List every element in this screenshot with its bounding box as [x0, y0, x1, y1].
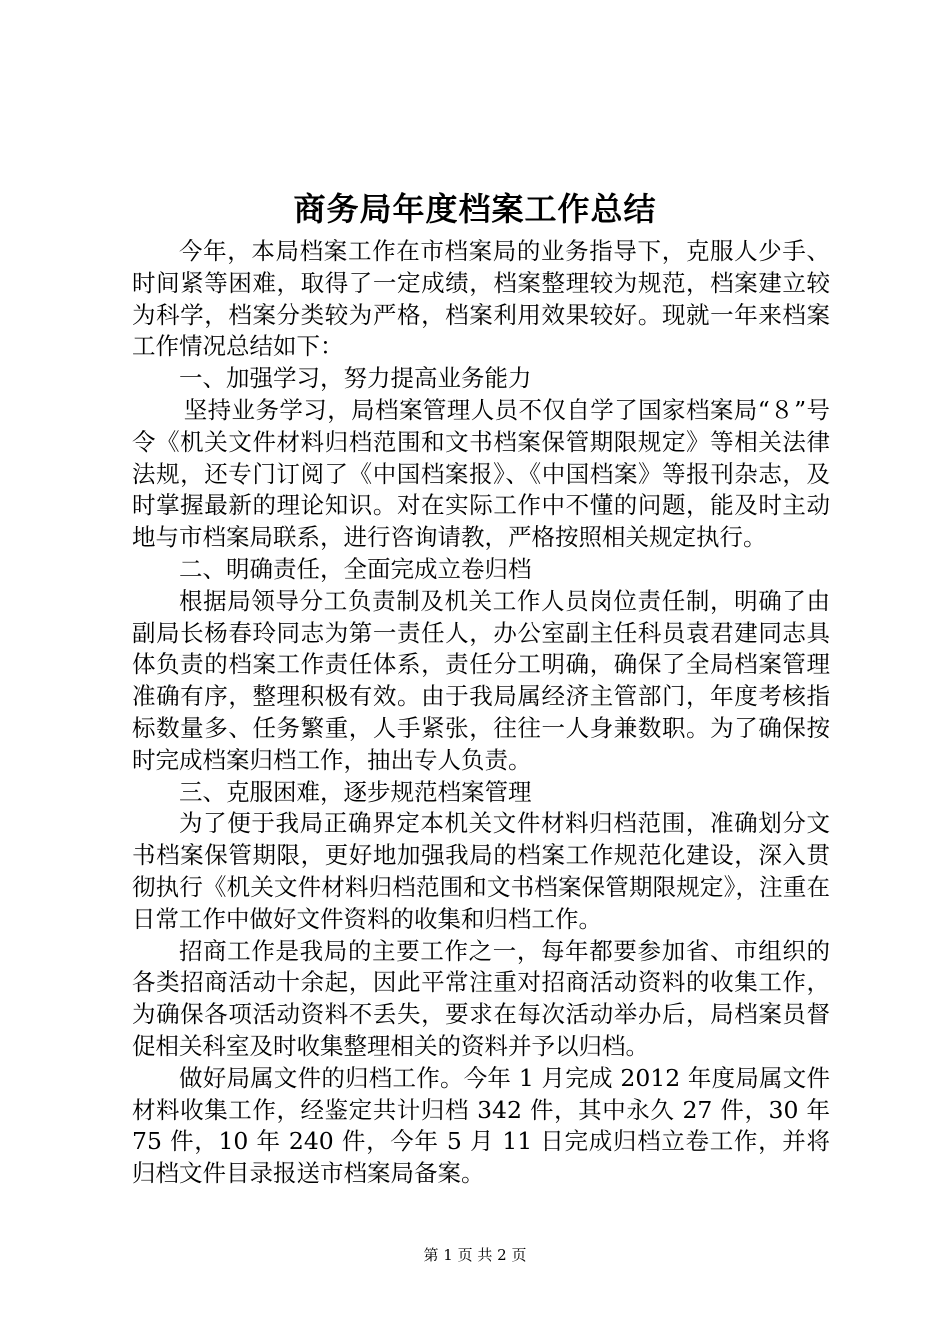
page-title: 商务局年度档案工作总结: [293, 190, 657, 228]
paragraph-section-3c: 做好局属文件的归档工作。今年 1 月完成 2012 年度局属文件材料收集工作，经鉴定共计归档 342 件，其中永久 27 件，30 年 75 件，10 年 240 件，今年 5 月 11 日完成归档立卷工作，并将归档文件目录报送市档案局备案。: [132, 1063, 830, 1188]
paragraph-section-3a: 为了便于我局正确界定本机关文件材料归档范围，准确划分文书档案保管期限，更好地加强我局的档案工作规范化建设，深入贯彻执行《机关文件材料归档范围和文书档案保管期限规定》，注重在日常工作中做好文件资料的收集和归档工作。: [132, 809, 830, 933]
section-heading-2: 二、明确责任，全面完成立卷归档: [179, 554, 532, 583]
paragraph-section-1: 坚持业务学习，局档案管理人员不仅自学了国家档案局“８”号令《机关文件材料归档范围和文书档案保管期限规定》等相关法律法规，还专门订阅了《中国档案报》、《中国档案》等报刊杂志，及时掌握最新的理论知识。对在实际工作中不懂的问题，能及时主动地与市档案局联系，进行咨询请教，严格按照相关规定执行。: [132, 395, 830, 552]
paragraph-section-3b: 招商工作是我局的主要工作之一，每年都要参加省、市组织的各类招商活动十余起，因此平常注重对招商活动资料的收集工作，为确保各项活动资料不丢失，要求在每次活动举办后，局档案员督促相关科室及时收集整理相关的资料并予以归档。: [132, 936, 830, 1060]
section-heading-1: 一、加强学习，努力提高业务能力: [179, 364, 532, 393]
section-heading-3: 三、克服困难，逐步规范档案管理: [179, 777, 532, 806]
document-body: [132, 236, 830, 1190]
page-footer: 第 1 页 共 2 页: [423, 1246, 527, 1264]
paragraph-intro: 今年，本局档案工作在市档案局的业务指导下，克服人少手、时间紧等困难，取得了一定成绩，档案整理较为规范，档案建立较为科学，档案分类较为严格，档案利用效果较好。现就一年来档案工作情况总结如下：: [132, 237, 830, 361]
paragraph-section-2: 根据局领导分工负责制及机关工作人员岗位责任制，明确了由副局长杨春玲同志为第一责任人，办公室副主任科员袁君建同志具体负责的档案工作责任体系，责任分工明确，确保了全局档案管理准确有序，整理积极有效。由于我局属经济主管部门，年度考核指标数量多、任务繁重，人手紧张，往往一人身兼数职。为了确保按时完成档案归档工作，抽出专人负责。: [132, 586, 830, 774]
